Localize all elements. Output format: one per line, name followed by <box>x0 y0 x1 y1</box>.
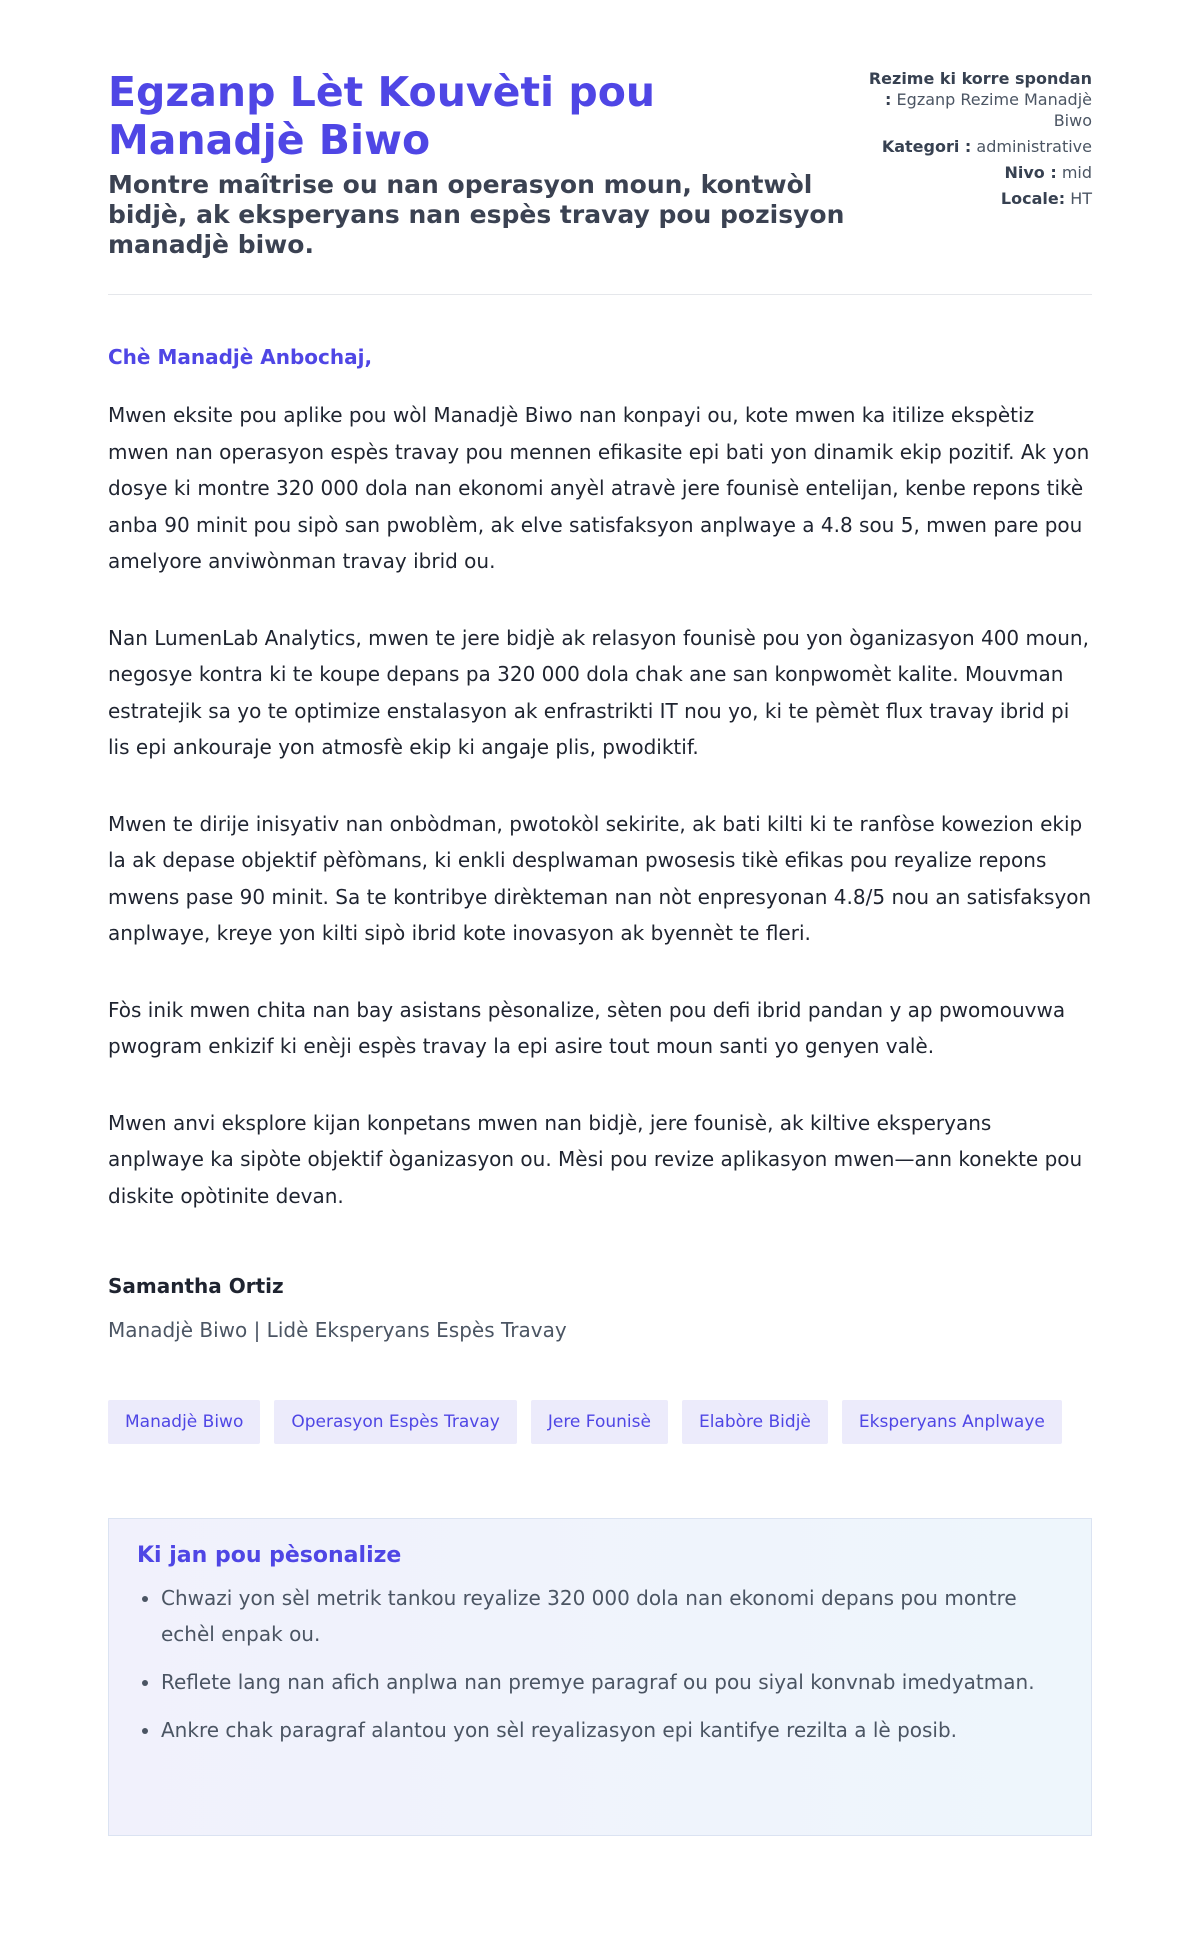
page-title: Egzanp Lèt Kouvèti pou Manadjè Biwo <box>108 68 656 164</box>
meta-resume <box>863 68 1092 131</box>
meta-level-value: mid <box>1061 163 1092 182</box>
tip-item: • Chwazi yon sèl metrik tankou reyalize 320 000 dola nan ekonomi depans pou montre echèl enpak ou. <box>161 1580 1063 1652</box>
tips-list <box>137 1580 1063 1748</box>
meta-category-key: Kategori : <box>881 137 972 156</box>
meta-category-value: administrative <box>976 137 1092 156</box>
meta-locale-key: Locale: <box>1000 189 1066 208</box>
meta-locale-value: HT <box>1070 189 1092 208</box>
page-subtitle: Montre maîtrise ou nan operasyon moun, kontwòl bidjè, ak eksperyans nan espès travay pou pozisyon manadjè biwo. <box>108 170 845 259</box>
tip-item: • Reflete lang nan afich anplwa nan premye paragraf ou pou siyal konvnab imedyatman. <box>161 1664 1063 1700</box>
header-left <box>108 68 863 260</box>
tag: Manadjè Biwo <box>108 1400 260 1444</box>
tag-list <box>108 1400 1092 1444</box>
letter-paragraph: Fòs inik mwen chita nan bay asistans pèsonalize, sèten pou defi ibrid pandan y ap pwomouvwa pwogram enkizif ki enèji espès travay la epi asire tout moun santi yo genyen valè. <box>108 997 1066 1058</box>
meta-level <box>863 162 1092 183</box>
tag: Operasyon Espès Travay <box>274 1400 516 1444</box>
header <box>108 68 1092 260</box>
salutation: Chè Manadjè Anbochaj, <box>108 345 373 369</box>
tag: Eksperyans Anplwaye <box>842 1400 1062 1444</box>
meta-resume-value: Egzanp Rezime Manadjè Biwo <box>896 90 1092 130</box>
signature-role: Manadjè Biwo | Lidè Eksperyans Espès Travay <box>108 1318 567 1342</box>
header-divider <box>108 294 1092 295</box>
letter-paragraph: Mwen eksite pou aplike pou wòl Manadjè Biwo nan konpayi ou, kote mwen ka itilize ekspètiz mwen nan operasyon espès travay pou mennen efikasite epi bati yon dinamik ekip pozitif. Ak yon dosye ki montre 320 000 dola nan ekonomi anyèl atravè jere founisè entelijan, kenbe repons tikè anba 90 minit pou sipò san pwoblèm, ak elve satisfaksyon anplwaye a 4.8 sou 5, mwen pare pou amelyore anviwònman travay ibrid ou. <box>108 403 1090 573</box>
meta-info <box>863 68 1092 214</box>
letter-paragraph: Mwen te dirije inisyativ nan onbòdman, pwotokòl sekirite, ak bati kilti ki te ranfòse kowezion ekip la ak depase objektif pèfòmans, ki enkli desplwaman pwosesis tikè efikas pou reyalize repons mwens pase 90 minit. Sa te kontribye dirèkteman nan nòt enpresyonan 4.8/5 nou an satisfaksyon anplwaye, kreye yon kilti sipò ibrid kote inovasyon ak byennèt te fleri. <box>108 811 1092 945</box>
letter-paragraph: Mwen anvi eksplore kijan konpetans mwen nan bidjè, jere founisè, ak kiltive eksperyans anplwaye ka sipòte objektif òganizasyon ou. Mèsi pou revize aplikasyon mwen—ann konekte pou diskite opòtinite devan. <box>108 1110 1083 1208</box>
meta-resume-key: Rezime ki korre spondan : <box>868 69 1092 109</box>
tip-item: • Ankre chak paragraf alantou yon sèl reyalizasyon epi kantifye rezilta a lè posib. <box>161 1712 1063 1748</box>
meta-level-key: Nivo : <box>1004 163 1057 182</box>
letter-paragraph: Nan LumenLab Analytics, mwen te jere bidjè ak relasyon founisè pou yon òganizasyon 400 moun, negosye kontra ki te koupe depans pa 320 000 dola chak ane san konpwomèt kalite. Mouvman estratejik sa yo te optimize enstalasyon ak enfrastrikti IT nou yo, ki te pèmèt flux travay ibrid pi lis epi ankouraje yon atmosfè ekip ki angaje plis, pwodiktif. <box>108 625 1089 759</box>
customization-tips-box <box>108 1518 1092 1836</box>
meta-locale <box>863 188 1092 209</box>
tips-title: Ki jan pou pèsonalize <box>137 1543 402 1568</box>
tag: Jere Founisè <box>531 1400 668 1444</box>
meta-category <box>863 136 1092 157</box>
tag: Elabòre Bidjè <box>682 1400 828 1444</box>
signature-name: Samantha Ortiz <box>108 1274 284 1298</box>
letter-body <box>108 397 1092 1214</box>
